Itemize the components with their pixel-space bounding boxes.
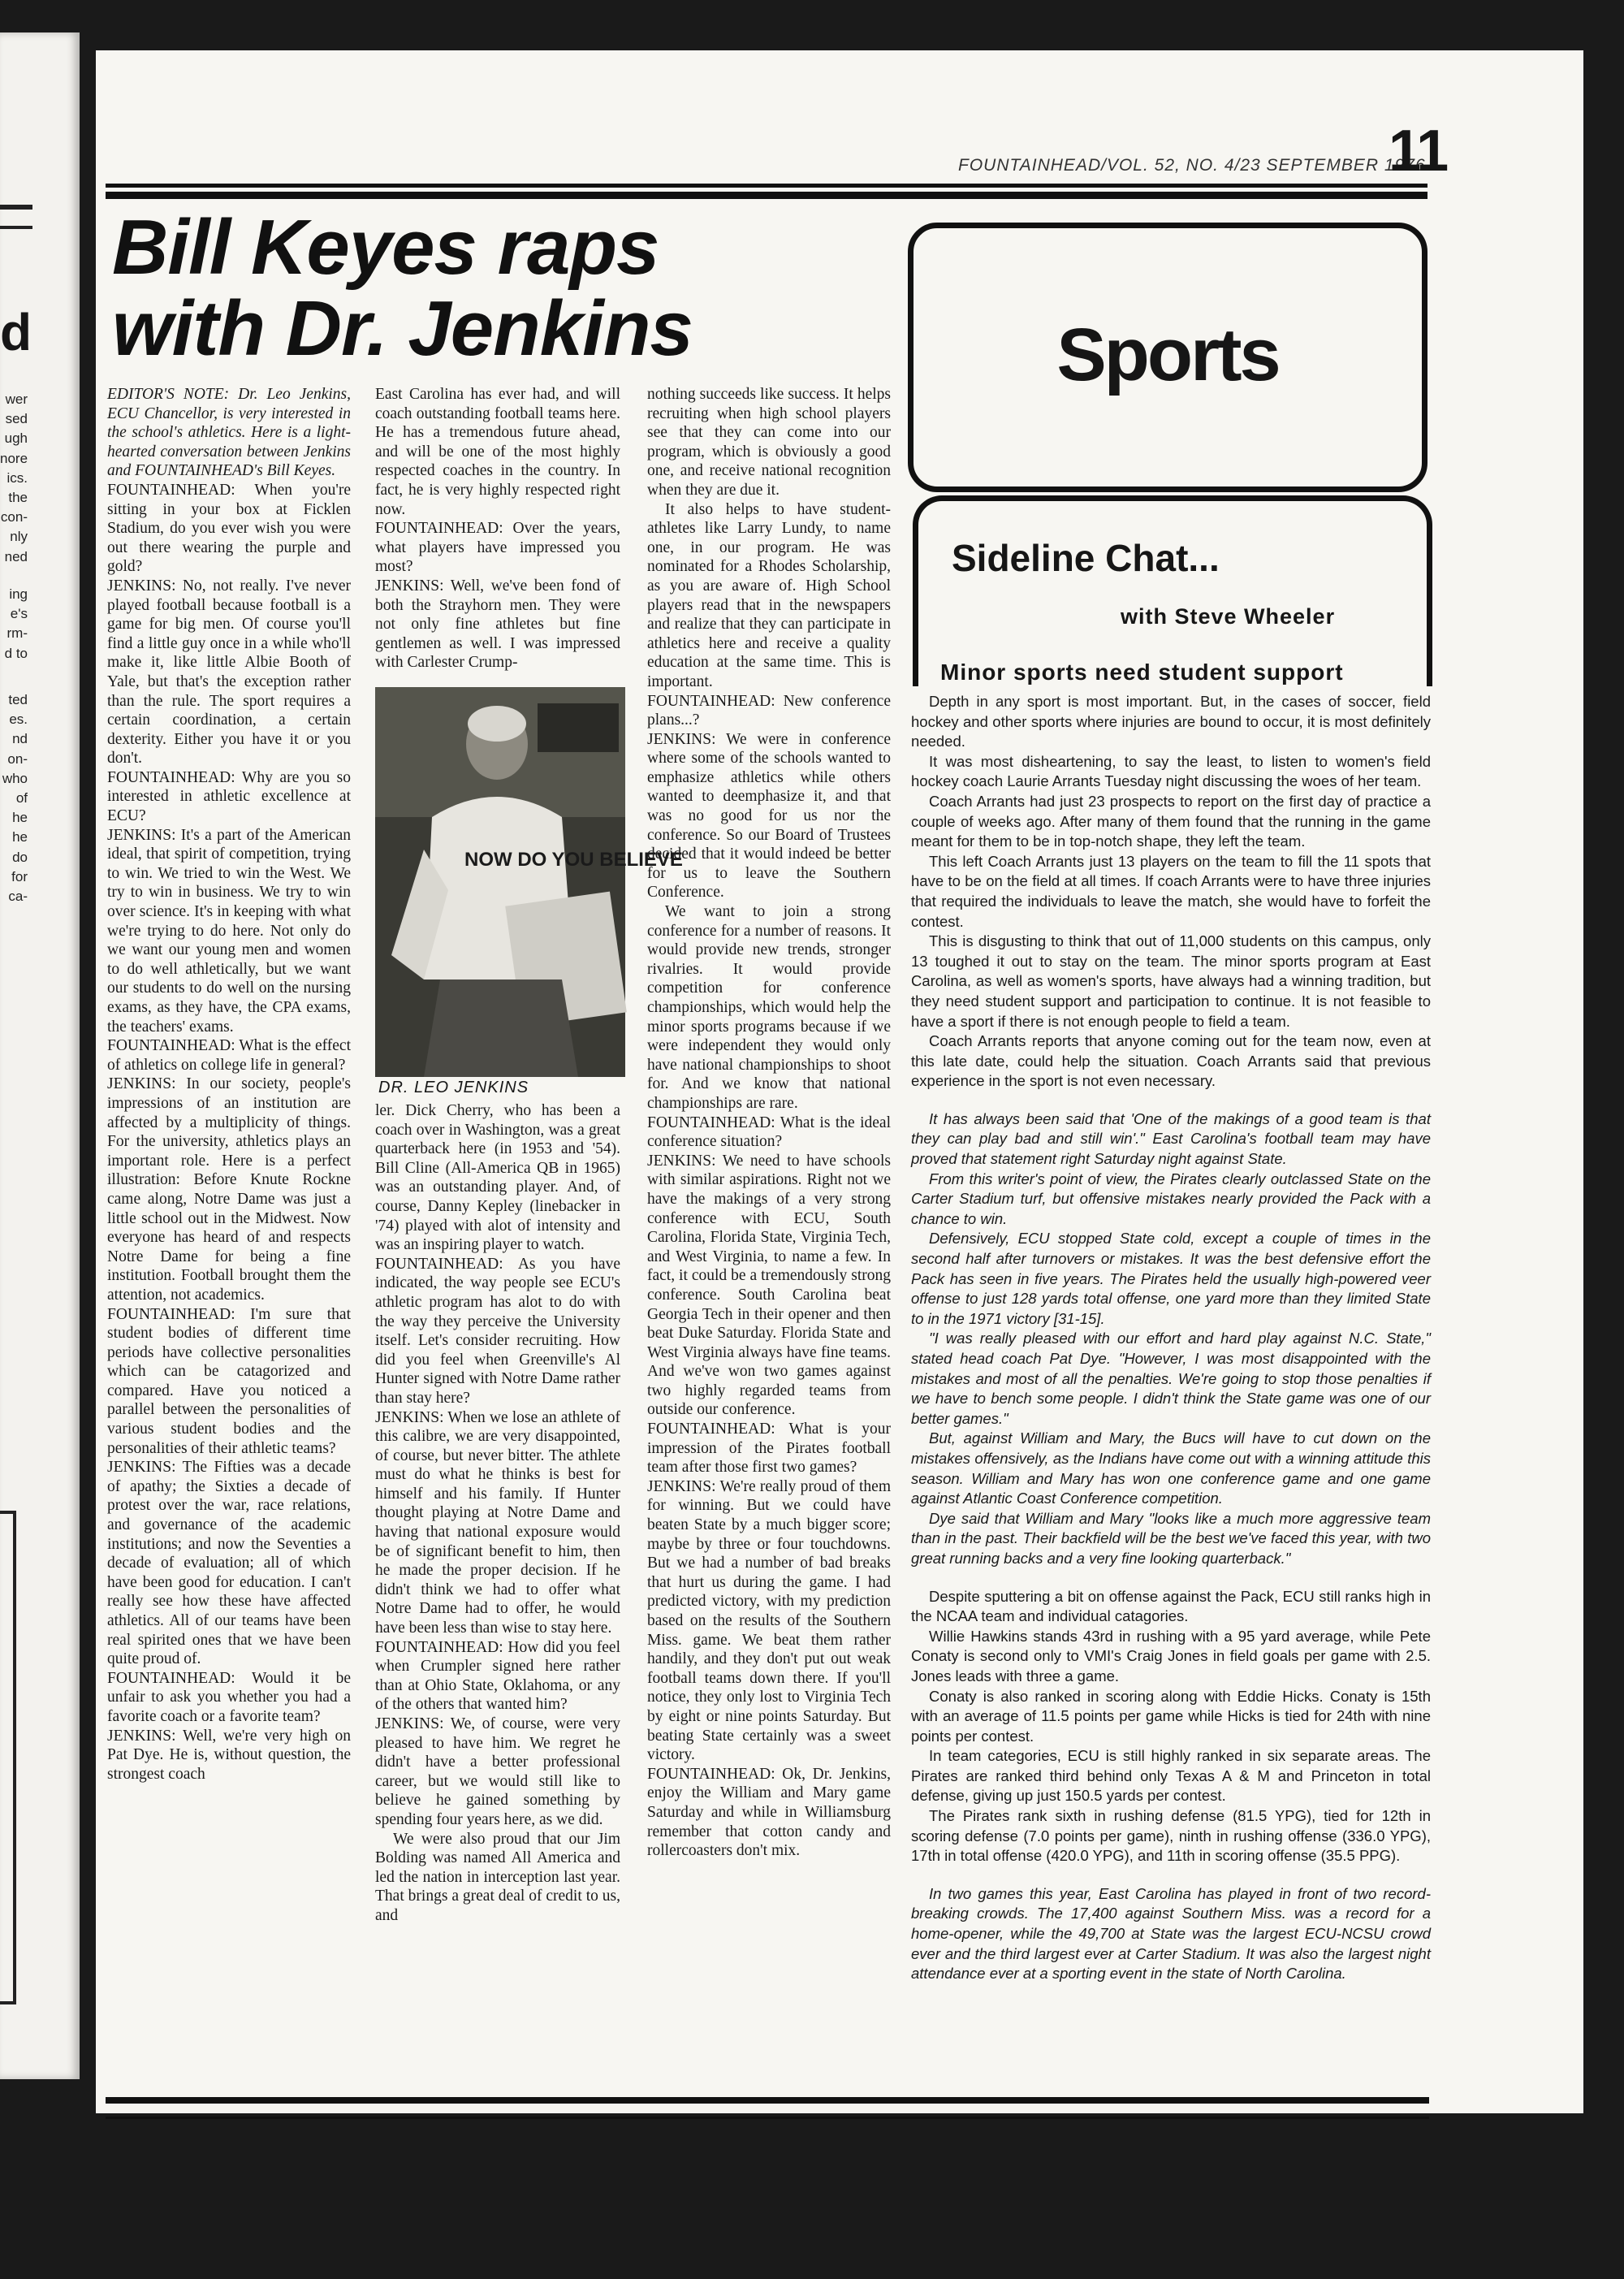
article-paragraph: JENKINS: The Fifties was a decade of apathy; the Sixties a decade of protest over the war, race relations, and governance of the academic institutions; and now the Seventies a decade of evaluation; all of which have been good for education. I can't really see how these have affected athletics. All of our teams have been real spirited ones that we have been quite proud of. <box>107 1459 351 1668</box>
article-paragraph: FOUNTAINHEAD: How did you feel when Crumpler signed here rather than at Ohio State, Oklahoma, or any of the others that wanted him? <box>375 1638 620 1714</box>
column-subhead: Minor sports need student support <box>940 659 1344 685</box>
sports-paragraph-stats: Willie Hawkins stands 43rd in rushing with a 95 yard average, while Pete Conaty is second only to VMI's Craig Jones in field goals per game with 2.5. Jones leads with three a game. <box>911 1627 1431 1684</box>
sports-column-body <box>911 692 1431 1984</box>
prev-page-fragment: ca- <box>8 889 28 905</box>
prev-page-fragment: he <box>12 810 28 826</box>
article-paragraph: FOUNTAINHEAD: Why are you so interested in athletic excellence at ECU? <box>107 768 351 825</box>
bottom-rule-thick <box>106 2097 1429 2104</box>
article-paragraph: nothing succeeds like success. It helps recruiting when high school players see that they can come into our program, which is obviously a good one, and receive national recognition when they are due it. <box>647 386 891 499</box>
article-column-1 <box>107 385 351 1784</box>
article-paragraph: JENKINS: We need to have schools with similar aspirations. Right not we have the makings of a very strong conference with ECU, South Carolina, Florida State, Virginia Tech, and West Virginia, to name a few. In fact, it could be a tremendously strong conference. South Carolina beat Georgia Tech in their opener and then beat Duke Saturday. Florida State and West Virginia always have fine teams. And we've won two games against two highly regarded teams from outside our conference. <box>647 1152 891 1419</box>
sports-paragraph: It was most disheartening, to say the least, to listen to women's field hockey coach Laurie Arrants Tuesday night discussing the woes of her team. <box>911 752 1431 790</box>
prev-page-fragment: wer <box>5 391 28 407</box>
prev-page-fragments-b <box>0 585 28 664</box>
sports-paragraph-italic: From this writer's point of view, the Pirates clearly outclassed State on the Carter Stadium turf, but offensive mistakes nearly provided the Pack with a chance to win. <box>911 1170 1431 1227</box>
article-paragraph: JENKINS: We were in conference where some of the schools wanted to emphasize athletics while others wanted to deemphasize it, and that was no good for us nor the conference. So our Board of Trustees decided that it would indeed be better for us to leave the Southern Conference. <box>647 730 891 902</box>
article-paragraph: FOUNTAINHEAD: What is the effect of athletics on college life in general? <box>107 1037 351 1074</box>
prev-page-fragment: sed <box>5 411 28 427</box>
article-column-2-bottom <box>375 1101 620 1926</box>
prev-page-fragment: es. <box>9 711 28 728</box>
prev-page-fragment: on- <box>7 750 28 767</box>
prev-page-fragment: ugh <box>4 430 28 447</box>
sports-paragraph-closing: In two games this year, East Carolina has played in front of two record-breaking crowds. The 17,400 against Southern Miss. was a record for a home-opener, while the 49,700 at State was the largest ECU-NCSU crowd ever and the third largest ever at Carter Stadium. It was also the largest night attendance ever at a sporting event in the state of North Carolina. <box>911 1884 1431 1983</box>
sports-paragraph: This left Coach Arrants just 13 players on the team to fill the 11 spots that have to be on the field at all times. If coach Arrants were to have three injuries that required the individuals to leave the match, she would have to forfeit the contest. <box>911 852 1431 930</box>
article-paragraph: JENKINS: No, not really. I've never played football because football is a game for big men. Of course you'll find a little guy once in a while who'll make it, like little Albie Booth of Yale, but that's the exception rather than the rule. The sport requires a certain coordination, a certain dexterity. Either you have it or you don't. <box>107 577 351 768</box>
article-paragraph: It also helps to have student-athletes like Larry Lundy, to name one, in our program. He was nominated for a Rhodes Scholarship, as you are aware of. High School players read that in the newspapers and realize that they can participate in athletics here and receive a quality education at the same time. This is important. <box>647 500 891 690</box>
article-paragraph: JENKINS: It's a part of the American ideal, that spirit of competition, trying to win. We tried to win the West. We try to win in business. We try to win over science. It's in keeping with what we're trying to do here. Not only do we want our young men and women to do well athletically, but we want our students to do well on the nursing exams, as they have, the CPA exams, the teachers' exams. <box>107 826 351 1036</box>
sports-paragraph: Depth in any sport is most important. But, in the cases of soccer, field hockey and other sports where injuries are bound to occur, it is most definitely needed. <box>911 693 1431 750</box>
sports-paragraph: Coach Arrants had just 23 prospects to report on the first day of practice a couple of weeks ago. After many of them found that the running in the game meant for them to be in top-notch shape, they left the team. <box>911 792 1431 850</box>
prev-page-fragment: who <box>2 770 28 786</box>
prev-page-fragments-a <box>0 390 28 567</box>
sports-paragraph-stats: The Pirates rank sixth in rushing defense (81.5 YPG), tied for 12th in scoring defense (7.0 points per game), ninth in rushing offense (336.0 YPG), 17th in total offense (420.0 YPG), and 11th in scoring offense (35.5 PPG). <box>911 1807 1431 1865</box>
sports-paragraph-italic: "I was really pleased with our effort and hard play against N.C. State," stated head coach Pat Dye. "However, I was most disappointed with the mistakes and most of all the penalties. We're going to stop those penalties if we have to bench some people. I didn't think the State game was one of our better games." <box>911 1330 1431 1427</box>
sports-paragraph-italic: But, against William and Mary, the Bucs will have to cut down on the mistakes offensively, as the Indians have come out with a winning attitude this season. William and Mary has won one conference game and one game against Atlantic Coast Conference competition. <box>911 1429 1431 1507</box>
prev-page-fragment: d to <box>4 645 28 661</box>
prev-page-big-letter: d <box>0 303 32 361</box>
article-paragraph: FOUNTAINHEAD: What is your impression of the Pirates football team after those first two games? <box>647 1421 891 1477</box>
column-title: Sideline Chat... <box>952 537 1220 579</box>
photo-caption: DR. LEO JENKINS <box>378 1079 529 1096</box>
prev-page-fragment: ics. <box>6 469 28 486</box>
article-paragraph: FOUNTAINHEAD: What is the ideal conference situation? <box>647 1114 891 1151</box>
prev-page-rule <box>0 226 32 229</box>
article-paragraph: JENKINS: When we lose an athlete of this calibre, we are very disappointed, of course, but never bitter. The athlete must do what he thinks is best for himself and his family. If Hunter thought playing at Notre Dame and having that national exposure would be of significant benefit to him, then he made the proper decision. If he didn't think we had to offer what Notre Dame had to offer, he would have been less than wise to stay here. <box>375 1408 620 1637</box>
prev-page-fragment: of <box>15 790 28 807</box>
prev-page-fragment: e's <box>10 606 28 622</box>
article-paragraph: FOUNTAINHEAD: Ok, Dr. Jenkins, enjoy the William and Mary game Saturday and while in Williamsburg remember that cotton candy and rollercoasters don't mix. <box>647 1765 891 1860</box>
sports-paragraph-stats: Conaty is also ranked in scoring along with Eddie Hicks. Conaty is 15th with an average of 11.5 points per game while Hicks is tied for 24th with nine points per contest. <box>911 1687 1431 1745</box>
article-paragraph: JENKINS: In our society, people's impressions of an institution are affected by a multiplicity of things. For the university, athletics plays an important role. Here is a perfect illustration: Before Knute Rockne came along, Notre Dame was just a little school out in the Midwest. Now everyone has heard of and respects Notre Dame for being a fine institution. Football brought them the attention, not academics. <box>107 1075 351 1304</box>
article-paragraph: East Carolina has ever had, and will coach outstanding football teams here. He has a tremendous future ahead, and will be one of the most highly respected coaches in the country. In fact, he is very highly respected right now. <box>375 386 620 518</box>
prev-page-fragment: nly <box>10 529 28 545</box>
article-paragraph: FOUNTAINHEAD: Would it be unfair to ask you whether you had a favorite coach or a favorite team? <box>107 1669 351 1725</box>
sports-paragraph-stats: In team categories, ECU is still highly ranked in six separate areas. The Pirates are ranked third behind only Texas A & M and Princeton in total defense, giving up just 150.5 yards per contest. <box>911 1747 1431 1805</box>
prev-page-rule <box>0 205 32 210</box>
article-paragraph: FOUNTAINHEAD: I'm sure that student bodies of different time periods have collective personalities which can be catagorized and compared. Have you noticed a parallel between the personalities of various student bodies and the personalities of their athletic teams? <box>107 1305 351 1457</box>
photo-illustration <box>375 687 683 1077</box>
article-column-2-top <box>375 385 620 672</box>
sports-paragraph: This is disgusting to think that out of 11,000 students on this campus, only 13 toughed it out to stay on the team. The minor sports program at East Carolina, as well as women's sports, have always had a winning tradition, but they need student support and participation to continue. It is not feasible to have a sport if there is not enough people to field a team. <box>911 932 1431 1030</box>
article-paragraph: JENKINS: We're really proud of them for winning. But we could have beaten State by a much bigger score; maybe by three or four touchdowns. But we had a number of bad breaks that hurt us during the game. I had predicted victory, with my prediction based on the results of the Southern Miss. game. We beat them rather handily, and they don't put out weak football teams down there. If you'll notice, they only lost to Virginia Tech by eight or nine points Saturday. But beating State certainly was a sweet victory. <box>647 1477 891 1764</box>
headline-line-1: Bill Keyes raps <box>112 204 659 291</box>
prev-page-fragment: nore <box>0 450 28 466</box>
masthead-line: FOUNTAINHEAD/VOL. 52, NO. 4/23 SEPTEMBER 1976 <box>958 156 1426 175</box>
prev-page-fragment: ted <box>8 692 28 707</box>
article-paragraph: We want to join a strong conference for a number of reasons. It would provide new trends, stronger rivalries. It would provide competition for conference championships, which would help the minor sports programs because if we were independent they would only have national championships to shoot for. And we know that national championships are rare. <box>647 903 891 1112</box>
prev-page-box-border <box>0 1511 16 2004</box>
prev-page-fragment: nd <box>12 731 28 747</box>
previous-page-edge <box>0 32 80 2079</box>
article-paragraph: We were also proud that our Jim Bolding was named All America and led the nation in interception last year. That brings a great deal of credit to us, and <box>375 1830 620 1924</box>
article-column-3 <box>647 385 891 1861</box>
article-paragraph: FOUNTAINHEAD: Over the years, what players have impressed you most? <box>375 520 620 576</box>
prev-page-fragment: con- <box>0 509 28 525</box>
sports-paragraph-stats: Despite sputtering a bit on offense against the Pack, ECU still ranks high in the NCAA team and individual catagories. <box>911 1587 1431 1625</box>
prev-page-fragment: ned <box>4 548 28 564</box>
article-paragraph: JENKINS: Well, we're very high on Pat Dye. He is, without question, the strongest coach <box>107 1727 351 1783</box>
article-paragraph: FOUNTAINHEAD: New conference plans...? <box>647 692 891 729</box>
prev-page-fragment: the <box>8 490 28 506</box>
header-rule <box>106 184 1427 188</box>
prev-page-fragment: he <box>12 829 28 845</box>
photo-dr-leo-jenkins <box>375 687 683 1077</box>
sports-paragraph: Coach Arrants reports that anyone coming out for the team now, even at this late date, could help the situation. Coach Arrants said that previous experience in the sport is not even necessary. <box>911 1032 1431 1090</box>
column-byline: with Steve Wheeler <box>1121 604 1336 629</box>
sports-section-title: Sports <box>1056 314 1279 396</box>
shirt-text: NOW DO YOU BELIEVE <box>464 849 683 871</box>
bottom-rule-thin <box>106 2117 1429 2119</box>
article-headline <box>112 204 827 372</box>
sports-paragraph-italic: Defensively, ECU stopped State cold, except a couple of times in the second half after turnovers or mistakes. It was the best defensive effort the Pack has seen in five years. The Pirates held the usually high-powered veer offense to just 128 yards total offense, one yard more than they limited State to in the 1971 victory [31-15]. <box>911 1230 1431 1327</box>
article-paragraph: JENKINS: We, of course, were very pleased to have him. We regret he didn't have a better professional career, but we would still like to believe he gained something by spending four years here, as we did. <box>375 1715 620 1828</box>
prev-page-fragment: for <box>11 868 28 884</box>
prev-page-fragment: do <box>12 849 28 865</box>
article-paragraph: JENKINS: Well, we've been fond of both the Strayhorn men. They were not only fine athletes but fine gentlemen as well. I was impressed with Carlester Crump- <box>375 577 620 672</box>
sports-section-box <box>908 223 1427 492</box>
prev-page-fragments-c <box>0 690 28 906</box>
sports-paragraph-italic: Dye said that William and Mary "looks like a much more aggressive team than in the past. Their backfield will be the best we've faced this year, with two great running backs and a very fine looking quarterback." <box>911 1509 1431 1567</box>
article-paragraph: EDITOR'S NOTE: Dr. Leo Jenkins, ECU Chancellor, is very interested in the school's athletics. Here is a light-hearted conversation between Jenkins and FOUNTAINHEAD's Bill Keyes. <box>107 386 351 480</box>
headline-line-2: with Dr. Jenkins <box>112 285 693 372</box>
prev-page-fragment: ing <box>9 586 28 602</box>
article-paragraph: FOUNTAINHEAD: When you're sitting in your box at Ficklen Stadium, do you ever wish you were out there wearing the purple and gold? <box>107 481 351 576</box>
article-paragraph: FOUNTAINHEAD: As you have indicated, the way people see ECU's athletic program has alot to do with the way they perceive the University itself. Let's consider recruiting. How did you feel when Greenville's Al Hunter signed with Notre Dame rather than stay here? <box>375 1255 620 1407</box>
article-paragraph: ler. Dick Cherry, who has been a coach over in Washington, was a great quarterback here (in 1953 and '54). Bill Cline (All-America QB in 1965) was an outstanding player. And, of course, Danny Kepley (linebacker in '74) played with alot of intensity and was an inspiring player to watch. <box>375 1102 620 1254</box>
sports-paragraph-italic: It has always been said that 'One of the makings of a good team is that they can play bad and still win'." East Carolina's football team may have proved that statement right Saturday night against State. <box>911 1109 1431 1168</box>
prev-page-fragment: rm- <box>6 625 28 642</box>
page-number: 11 <box>1389 119 1448 184</box>
sideline-chat-box <box>913 495 1432 686</box>
header-rule-thick <box>106 192 1427 199</box>
